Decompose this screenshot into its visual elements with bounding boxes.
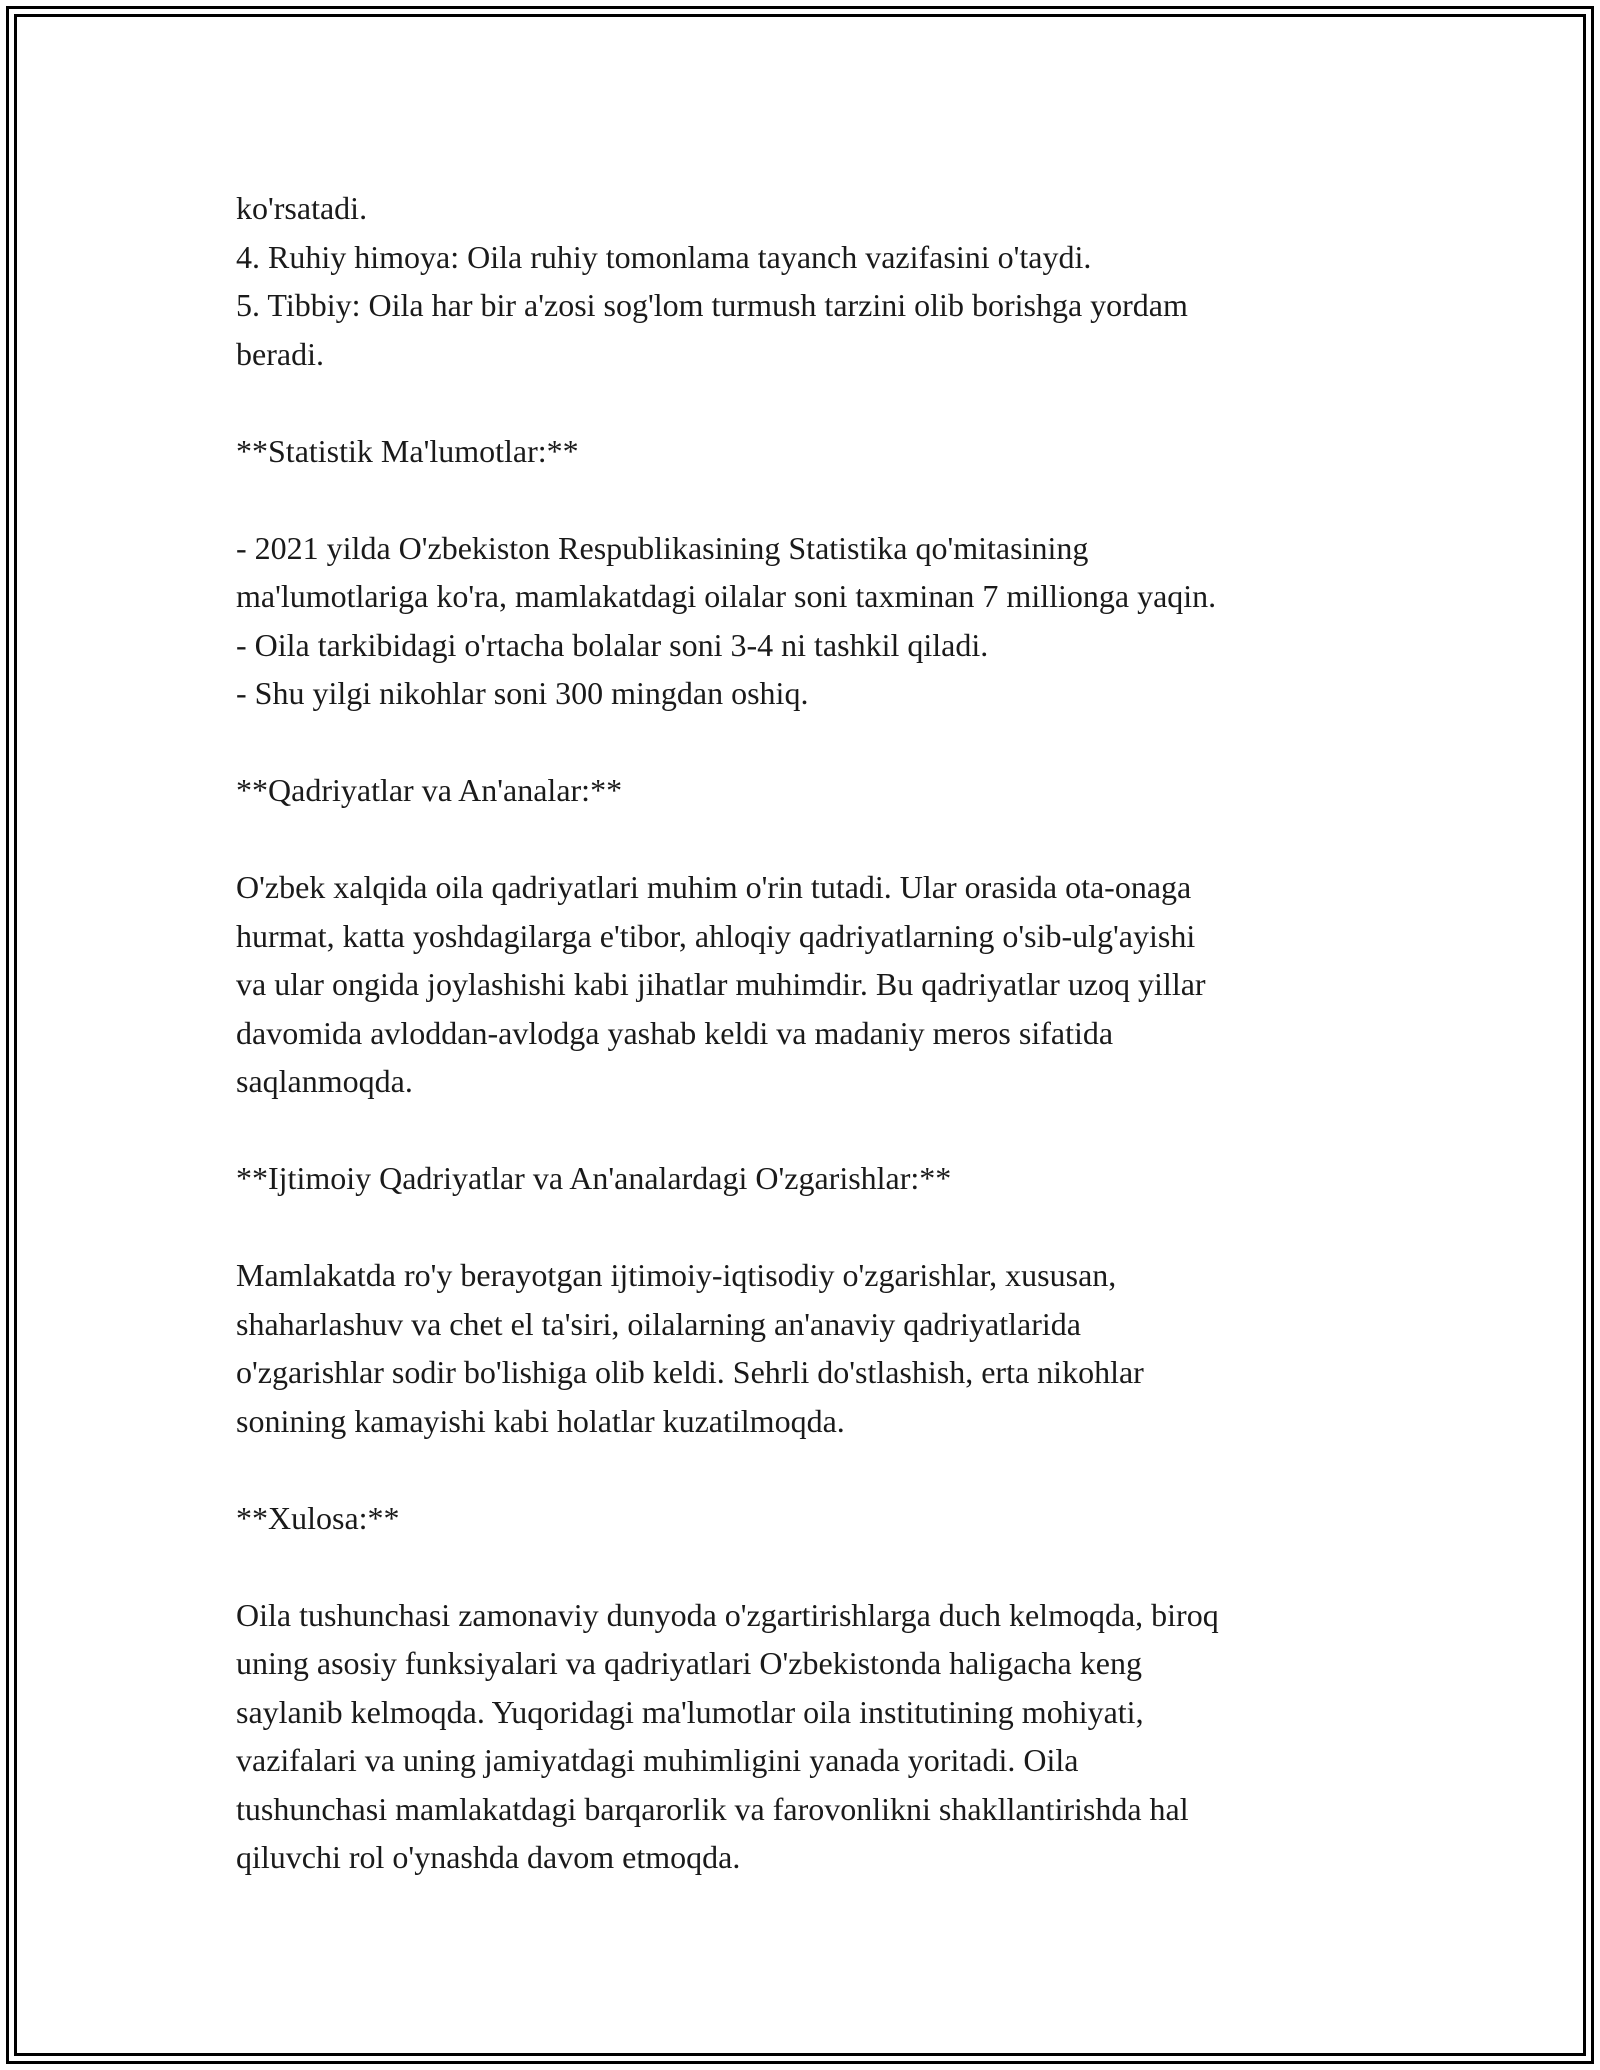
section-heading — [236, 427, 1376, 476]
text-line: uning asosiy funksiyalari va qadriyatlari O'zbekistonda haligacha keng — [236, 1645, 1142, 1681]
blank-line — [236, 475, 1376, 524]
blank-line — [236, 815, 1376, 864]
text-line: o'zgarishlar sodir bo'lishiga olib keldi. Sehrli do'stlashish, erta nikohlar — [236, 1354, 1144, 1390]
text-line: vazifalari va uning jamiyatdagi muhimligini yanada yoritadi. Oila — [236, 1742, 1079, 1778]
text-line: sonining kamayishi kabi holatlar kuzatilmoqda. — [236, 1402, 845, 1439]
blank-line — [236, 1445, 1376, 1494]
text-line: O'zbek xalqida oila qadriyatlari muhim o'rin tutadi. Ular orasida ota-onaga — [236, 869, 1192, 905]
text-line: - 2021 yilda O'zbekiston Respublikasining Statistika qo'mitasining — [236, 529, 1089, 566]
paragraph — [236, 669, 1376, 718]
text-line: tushunchasi mamlakatdagi barqarorlik va farovonlikni shakllantirishda hal — [236, 1790, 1189, 1827]
heading-text: **Xulosa:** — [236, 1499, 400, 1536]
section-heading — [236, 1494, 1376, 1543]
text-line: va ular ongida joylashishi kabi jihatlar muhimdir. Bu qadriyatlar uzoq yillar — [236, 966, 1206, 1002]
text-line: - Oila tarkibidagi o'rtacha bolalar soni 3-4 ni tashkil qiladi. — [236, 626, 989, 663]
text-line: ko'rsatadi. — [236, 190, 368, 226]
text-line: 5. Tibbiy: Oila har bir a'zosi sog'lom turmush tarzini olib borishga yordam — [236, 287, 1188, 323]
text-line: - Shu yilgi nikohlar soni 300 mingdan oshiq. — [236, 675, 809, 711]
blank-line — [236, 378, 1376, 427]
text-line: ma'lumotlariga ko'ra, mamlakatdagi oilalar soni taxminan 7 millionga yaqin. — [236, 578, 1217, 614]
blank-line — [236, 1542, 1376, 1591]
paragraph — [236, 621, 1376, 670]
blank-line — [236, 718, 1376, 767]
text-line: saylanib kelmoqda. Yuqoridagi ma'lumotlar oila institutining mohiyati, — [236, 1693, 1144, 1730]
text-line: shaharlashuv va chet el ta'siri, oilalarning an'anaviy qadriyatlarida — [236, 1305, 1081, 1342]
paragraph — [236, 1251, 1376, 1445]
paragraph — [236, 863, 1376, 1106]
paragraph — [236, 281, 1376, 378]
text-line: qiluvchi rol o'ynashda davom etmoqda. — [236, 1839, 741, 1875]
blank-line — [236, 1203, 1376, 1252]
text-line: beradi. — [236, 335, 324, 372]
text-line: davomida avloddan-avlodga yashab keldi va madaniy meros sifatida — [236, 1014, 1114, 1051]
blank-line — [236, 1106, 1376, 1155]
heading-text: **Statistik Ma'lumotlar:** — [236, 432, 579, 469]
paragraph — [236, 524, 1376, 621]
heading-text: **Ijtimoiy Qadriyatlar va An'analardagi O'zgarishlar:** — [236, 1160, 952, 1196]
paragraph — [236, 233, 1376, 282]
paragraph — [236, 1591, 1376, 1882]
section-heading — [236, 766, 1376, 815]
heading-text: **Qadriyatlar va An'analar:** — [236, 772, 623, 808]
text-line: 4. Ruhiy himoya: Oila ruhiy tomonlama tayanch vazifasini o'taydi. — [236, 238, 1092, 275]
text-line: saqlanmoqda. — [236, 1063, 413, 1099]
paragraph — [236, 184, 1376, 233]
section-heading — [236, 1154, 1376, 1203]
text-line: Mamlakatda ro'y berayotgan ijtimoiy-iqtisodiy o'zgarishlar, xususan, — [236, 1257, 1117, 1293]
text-line: hurmat, katta yoshdagilarga e'tibor, ahloqiy qadriyatlarning o'sib-ulg'ayishi — [236, 917, 1196, 954]
text-line: Oila tushunchasi zamonaviy dunyoda o'zgartirishlarga duch kelmoqda, biroq — [236, 1596, 1219, 1633]
document-body — [236, 184, 1376, 1882]
